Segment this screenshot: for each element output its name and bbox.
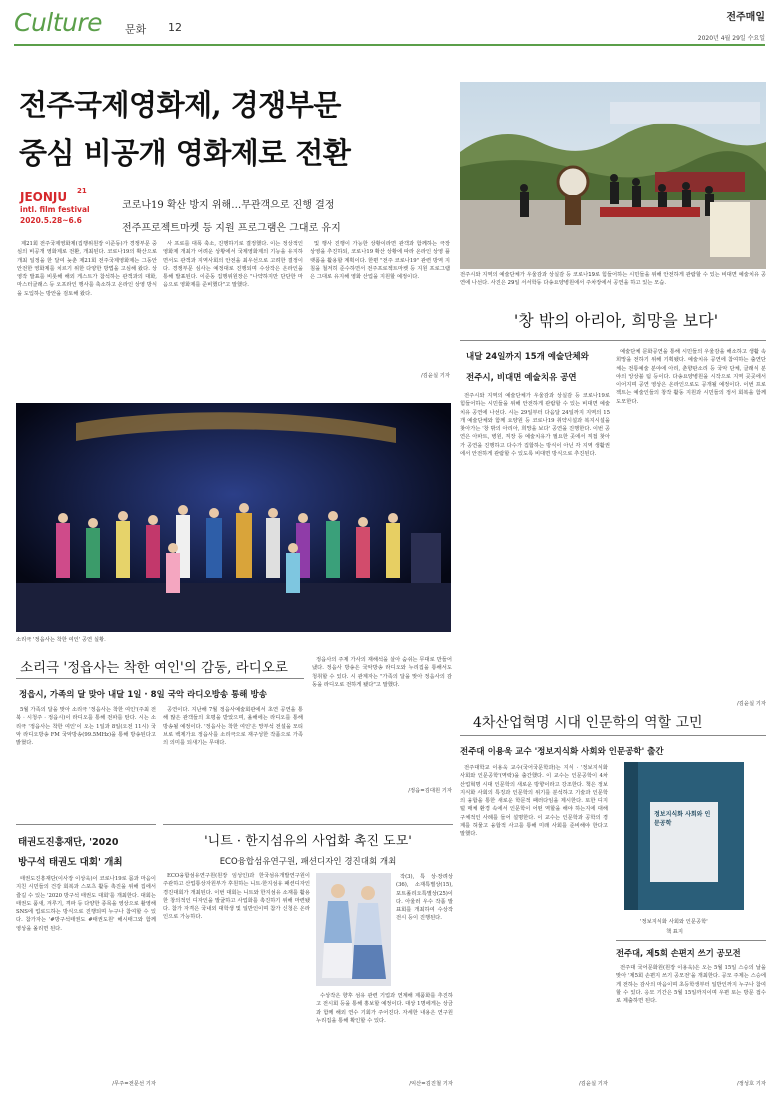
fiber-body-col3: 작(3), 특 상·장려상(36), 소재특별상(15), 포트폴리오특별상(25)이다. 아울러 우수 작품 발표회를 개최하여 수상작 전시 등이 진행된다. (396, 874, 453, 922)
fiber-title: '니트 · 한지섬유의 사업화 촉진 도모' (204, 834, 412, 849)
issue-date: 2020년 4월 29일 수요일 (697, 35, 765, 42)
taekwondo-top-rule (16, 824, 156, 825)
photo-stage (16, 403, 451, 632)
masthead-rule (14, 44, 765, 46)
main-byline: /김윤실 기자 (420, 373, 450, 379)
book-subhead: 전주대 이용욱 교수 '정보지식화 사회와 인문공학' 출간 (460, 747, 664, 757)
book-title-rule (460, 735, 766, 736)
main-headline-2: 중심 비공개 영화제로 전환 (19, 136, 351, 170)
culture-subhead-1: 내달 24일까지 15개 예술단체와 (466, 352, 589, 362)
fiber-body-col2: 수상작은 향후 섬유 관련 기업과 연계해 제품화를 추진하고 전시회 등을 통해 홍보할 예정이다. 대상 1명에게는 상금과 함께 해외 연수 기회가 주어진다. 자세한 내용은 연구원 누리집을 통해 확인할 수 있다. (316, 993, 453, 1024)
culture-subhead-2: 전주시, 비대면 예술치유 공연 (466, 373, 577, 383)
radio-body-col1: 5월 가족의 달을 맞아 소리극 '정읍사는 착한 여인'(주최 전북 · 시청주 · 정읍시)이 라디오를 통해 전파를 탄다. 시는 소리극 '정읍사는 착한 여인'이 오는 1일과 8일(오전 11시) 국악 라디오방송 FM 국악방송(99.5MHz)을 통해 방송된다고 밝혔다. (16, 707, 156, 747)
section-title-kr: 문화 (125, 23, 147, 36)
logo-subtitle: intl. film festival (20, 205, 90, 214)
book-cover-title: 정보지식화 사회와 인문공학 (654, 811, 711, 827)
main-subhead-1: 코로나19 확산 방지 위해…무관객으로 진행 결정 (122, 200, 335, 211)
culture-byline: /김윤실 기자 (736, 701, 766, 707)
main-body-col2: 사 프로를 대폭 축소, 진행하기로 결정했다. 이는 정상적인 영화제 개최가 어려운 상황에서 국제영화제의 기능을 유지하면서도 관객과 지역사회의 안전을 최우선으로 고려한 결정이다. 경쟁부문 심사는 예정대로 진행되며 수상작은 온라인을 통해 발표된다. 이준동 집행위원장은 "나약하지만 단단한 마음으로 영화제를 준비했다"고 말했다. (163, 241, 303, 289)
taekwondo-body: 태권도진흥재단(이사장 이상욱)이 코로나19로 몸과 마음이 지친 시민들의 건강 회복과 스포츠 활동 촉진을 위해 집에서 즐길 수 있는 '2020 방구석 태권도 대회'를 개최한다. 대회는 태권도 품새, 겨루기, 격파 등 다양한 종목을 영상으로 촬영해 SNS에 업로드하는 방식으로 진행되며 누구나 참여할 수 있다. 참가자는 '#방구석태권도 #태권도원' 해시태그와 함께 영상을 올리면 된다. (16, 876, 156, 932)
radio-title-rule (16, 678, 304, 679)
culture-body-col2: 예술단체 문화공연을 통해 시민들의 우울감을 해소하고 생활 속 희망을 전하기 위해 기획됐다. 예술치유 공연에 참여하는 출연단체는 전통예술 분야에 아리, 춘향판소리 등 국악 단체, 클래식 분야의 앙상블 팀 등이다. 다송요양병원을 시작으로 지역 곳곳에서 이어지며 공연 영상은 온라인으로도 공개될 예정이다. 이번 프로젝트는 예술인들의 창작 활동 지원과 시민들의 정서 회복을 함께 도모한다. (616, 349, 766, 405)
essay-body: 전주대 국어문화원(원장 이용욱)은 오는 5월 15일 스승의 날을 맞아 '제5회 손편지 쓰기 공모전'을 개최한다. 공모 주제는 스승에게 전하는 감사의 마음이며 초등학생부터 일반인까지 누구나 참여할 수 있다. 응모 기간은 5월 15일까지이며 우편 또는 방문 접수로 제출하면 된다. (616, 965, 766, 1005)
logo-dates: 2020.5.28~6.6 (20, 216, 82, 225)
radio-byline: /정읍=김대원 기자 (408, 788, 452, 794)
main-body-col1: 제21회 전주국제영화제(집행위원장 이준동)가 경쟁부문 중심의 비공개 영화제로 전환, 개최된다. 코로나19의 확산으로 개최 일정을 한 달여 늦춘 제21회 전주국제영화제는 그동안 안전한 영화제를 치르기 위한 다양한 방법을 고심해 왔다. 상영작 발표를 비롯해 해외 게스트가 참석하는 관객과의 대화, 마스터클래스 등 오프라인 행사를 축소하고 온라인 상영 방식을 도입하는 방안을 검토해 왔다. (17, 241, 157, 297)
essay-title: 전주대, 제5회 손편지 쓰기 공모전 (616, 948, 741, 958)
radio-body-col2: 공연이다. 지난해 7월 정읍사예술회관에서 초연 공연을 통해 많은 관객들의 호평을 받았으며, 올해에는 라디오를 통해 방송될 예정이다. '정읍사는 착한 여인'은 망부석 전설을 모티브로 백제가요 정읍사를 소리극으로 재구성한 작품으로 가족의 의미를 되새기는 무대다. (163, 707, 303, 747)
radio-body-col3: 정읍사의 주제 가사의 재해석을 살아 숨쉬는 무대로 만들어 냈다. 정읍사 방송은 국악방송 라디오와 누리집을 통해서도 청취할 수 있다. 시 관계자는 "가족의 달을 맞아 정읍사의 감동을 라디오로 전하게 됐다"고 말했다. (312, 657, 452, 688)
essay-top-rule (616, 940, 766, 941)
photo-stage-caption: 소리극 '정읍사는 착한 여인' 공연 실황. (16, 637, 106, 643)
radio-subhead: 정읍시, 가족의 달 맞아 내달 1일 · 8일 국악 라디오방송 통해 방송 (19, 690, 267, 700)
culture-body-col1: 전주시와 지역의 예술단체가 우울감과 상실감 등 코로나19로 힘들어하는 시민들을 위해 안전하게 관람할 수 있는 비대면 예술치유 공연에 나선다. 시는 29일부터 다음달 24일까지 지역의 15개 예술단체와 함께 요양원 등 코로나19 취약시설과 복지시설을 찾아가는 '창 밖의 아리아, 희망을 보다' 공연을 진행한다. 이번 공연은 아파트, 병원, 직장 등 예술치유가 필요한 곳에서 직접 찾아가 공연을 진행하고 다수가 집합하는 방식이 아닌 각 지역 생활권에서 안전하게 관람할 수 있도록 비대면 방식으로 추진된다. (460, 393, 610, 458)
logo-edition: 21 (77, 187, 87, 195)
radio-title: 소리극 '정읍사는 착한 여인'의 감동, 라디오로 (20, 660, 288, 676)
photo-top-caption: 전주시와 지역의 예술단체가 우울감과 상실감 등 코로나19로 힘들어하는 시민들을 위해 안전하게 관람할 수 있는 비대면 예술치유 공연에 나선다. 사진은 29일 서서학동 다송요양병원에서 주차장에서 공연을 하고 있는 모습. (460, 272, 766, 287)
section-title-en: Culture (14, 8, 103, 37)
book-cover-stripe (624, 762, 638, 910)
book-caption-2: 책 표지 (666, 929, 684, 935)
fiber-byline: /익산=김진철 기자 (409, 1081, 453, 1087)
fiber-body-col1: ECO융합섬유연구원(원장 임성인)과 한국섬유개발연구원이 주관하고 산업통상자원부가 후원하는 니트·한지섬유 패션디자인 경진대회가 개최된다. 이번 대회는 니트와 한지섬유 소재를 활용한 창의적인 디자인을 발굴하고 사업화를 촉진하기 위해 마련됐다. 참가 자격은 국내외 대학생 및 일반인이며 참가 신청은 온라인으로 가능하다. (163, 873, 310, 921)
fiber-subhead: ECO융합섬유연구원, 패션디자인 경진대회 개최 (219, 857, 397, 867)
main-body-col3: 및 행사 진행이 가능한 상황이라면 관객과 함께하는 극장 상영을 추진하되, 코로나19 확산 상황에 따라 온라인 상영 플랫폼을 활용할 계획이다. 한편 "전주 코로나19" 관련 방역 지침을 철저히 준수하면서 전주프로젝트마켓 등 지원 프로그램은 그대로 유지해 영화 산업을 지원할 예정이다. (310, 241, 450, 281)
fiber-top-rule (163, 824, 453, 825)
taekwondo-title-1: 태권도진흥재단, '2020 (18, 837, 119, 848)
culture-title: '창 밖의 아리아, 희망을 보다' (513, 311, 719, 330)
stage-performance-image (16, 403, 451, 632)
page-number: 12 (168, 21, 182, 34)
culture-title-rule (460, 340, 766, 341)
main-subhead-2: 전주프로젝트마켓 등 지원 프로그램은 그대로 유지 (122, 223, 341, 234)
book-caption-1: '정보지식화 사회와 인문공학' (640, 919, 708, 925)
outdoor-performance-image (460, 82, 766, 269)
book-body: 전주대학교 이용욱 교수(국어국문학과)는 지식 · '정보지식화 사회와 인문공학'(역락)을 출간했다. 이 교수는 인문공학이 4차산업혁명 시대 인문학의 새로운 방향이라고 강조한다. 책은 정보지식화 사회의 특징과 인문학의 위기를 분석하고 기술과 인문학의 융합을 통한 새로운 학문적 패러다임을 제시한다. 또한 디지털 매체 환경 속에서 인문학이 어떤 역할을 해야 하는지에 대해 구체적인 사례를 들어 설명한다. 이 교수는 인문학과 공학의 경계를 허물고 융합적 사고를 통해 미래 사회를 준비해야 한다고 말했다. (460, 765, 608, 838)
main-headline-1: 전주국제영화제, 경쟁부문 (19, 88, 341, 122)
book-cover (624, 762, 744, 910)
book-title: 4차산업혁명 시대 인문학의 역할 고민 (473, 715, 703, 731)
book-byline: /김윤실 기자 (578, 1081, 608, 1087)
taekwondo-byline: /무주=전문선 기자 (112, 1081, 156, 1087)
fiber-fashion-image (316, 873, 391, 986)
photo-outdoor-performance (460, 82, 766, 269)
taekwondo-title-2: 방구석 태권도 대회' 개최 (18, 857, 123, 868)
logo-word: JEONJU (20, 190, 68, 204)
paper-name: 전주매일 (726, 12, 765, 23)
jiff-logo (20, 187, 106, 234)
essay-byline: /정성호 기자 (736, 1081, 766, 1087)
photo-fiber-fashion (316, 873, 391, 986)
